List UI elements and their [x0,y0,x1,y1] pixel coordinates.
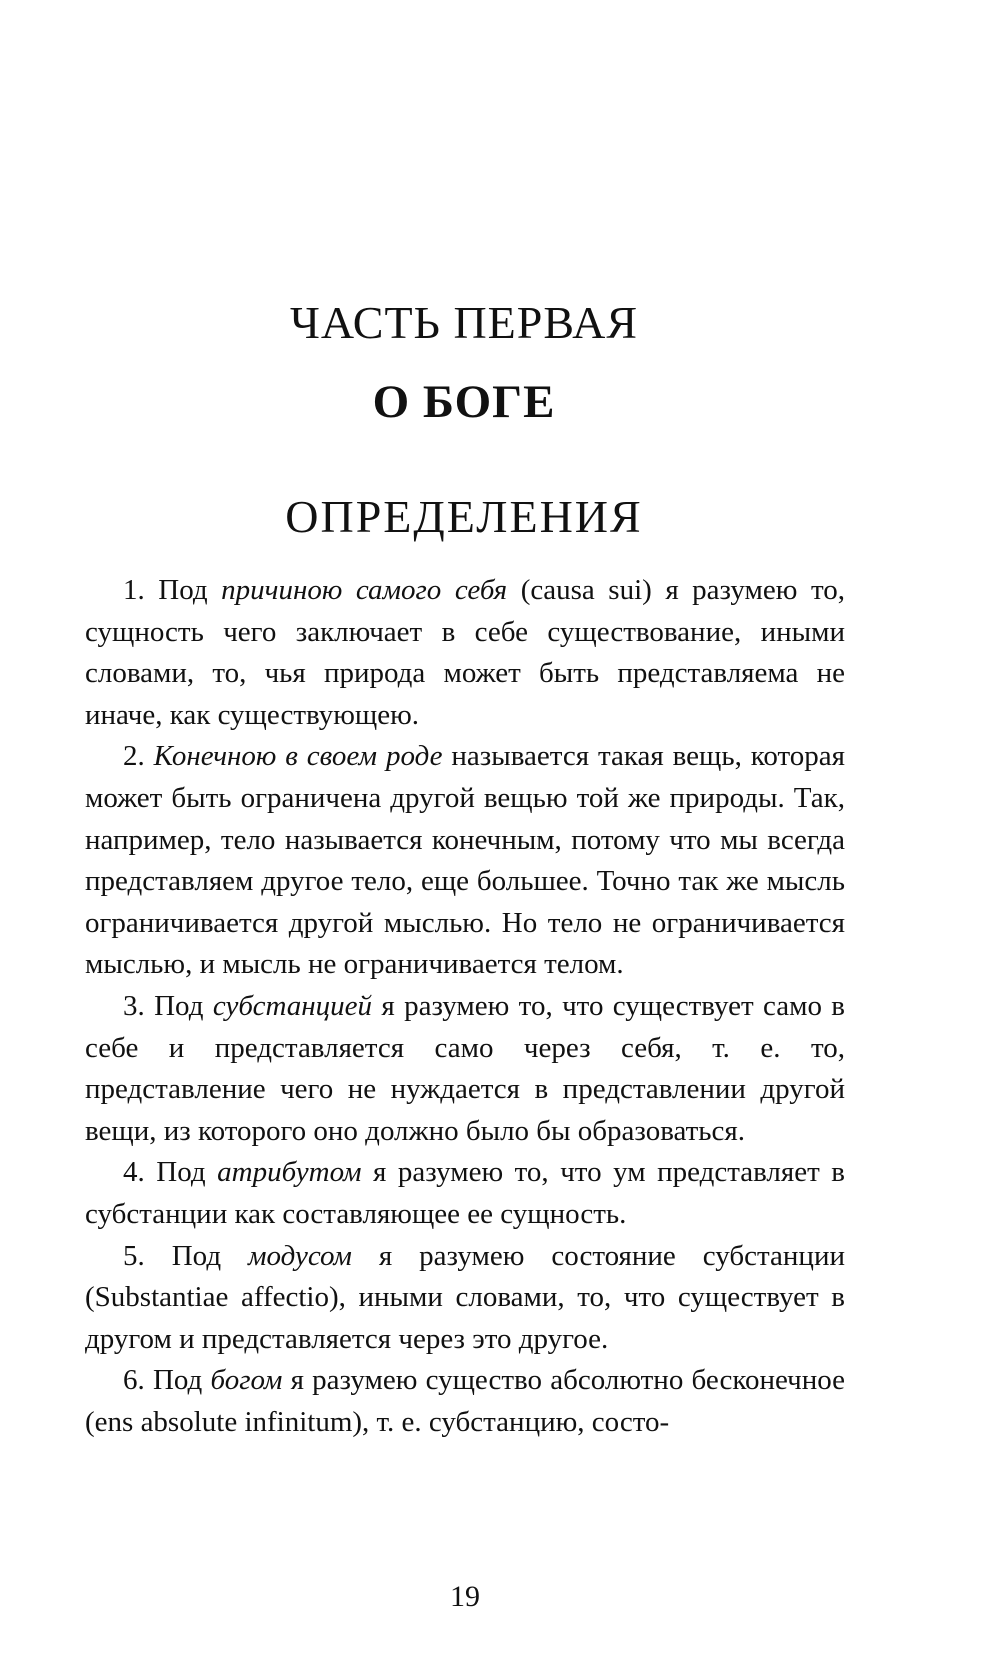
definition-text: я разумею существо абсолютно бесконечное (ens absolute infinitum), т. е. субстанцию, состо- [85,1364,845,1438]
definition-term: субстанцией [212,989,373,1022]
page-number: 19 [450,1580,480,1613]
definition-paragraph [85,736,845,986]
definition-term: богом [210,1364,283,1397]
definition-text: (causa sui) я разумею то, сущность чего заключает в себе существование, иными словами, то, чья природа может быть представляема не иначе, как существующею. [85,574,845,731]
definition-prefix: 3. Под [123,989,213,1022]
definition-text: я разумею состояние субстанции (Substantiae affectio), иными словами, то, что существует в другом и представляется через это другое. [85,1239,845,1355]
definition-prefix: 4. Под [123,1156,218,1189]
definition-text: я разумею то, что существует само в себе и представляется само через себя, т. е. то, представление чего не нуждается в представлении другой вещи, из которого оно должно было бы образоваться. [85,989,845,1147]
part-title: ЧАСТЬ ПЕРВАЯ [289,297,639,348]
definition-term: атрибутом [217,1156,362,1189]
definition-prefix: 5. Под [123,1239,249,1272]
definition-term: причиною самого себя [221,574,508,606]
definition-term: модусом [248,1239,352,1272]
definition-prefix: 1. Под [123,574,222,606]
definition-prefix: 6. Под [123,1364,211,1397]
definition-text: я разумею то, что ум представляет в субстанции как составляющее ее сущность. [85,1156,845,1230]
definitions-body [85,570,845,1443]
definition-paragraph [85,1360,845,1443]
definition-paragraph [85,1152,845,1235]
definition-prefix: 2. [123,740,154,773]
chapter-title: О БОГЕ [372,376,556,428]
definition-paragraph [85,986,845,1152]
definition-paragraph [85,570,845,736]
section-title: ОПРЕДЕЛЕНИЯ [285,491,643,542]
definition-term: Конечною в своем роде [153,740,443,773]
definition-paragraph [85,1236,845,1361]
definition-text: называется такая вещь, которая может быть ограничена другой вещью той же природы. Так, например, тело называется конечным, потому что мы всегда представляем другое тело, еще большее. Точно так же мысль ограничивается другой мыслью. Но тело не ограничивается мыслью, и мысль не ограничивается телом. [85,740,845,981]
